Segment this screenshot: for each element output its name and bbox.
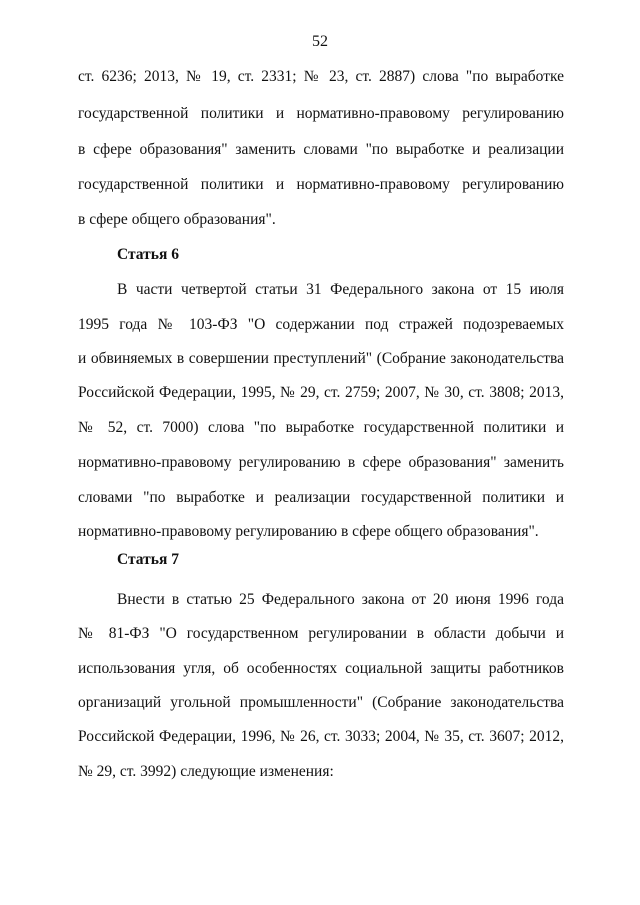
text-line: № 29, ст. 3992) следующие изменения: xyxy=(78,763,334,780)
text-line: № 81-ФЗ "О государственном регулировании в области добычи и xyxy=(78,625,564,642)
text-line: организаций угольной промышленности" (Собрание законодательства xyxy=(78,694,564,711)
text-line: Внести в статью 25 Федерального закона от 20 июня 1996 года xyxy=(117,591,564,608)
text-line: словами "по выработке и реализации государственной политики и xyxy=(78,489,564,506)
text-line: в сфере общего образования". xyxy=(78,211,276,228)
text-line: в сфере образования" заменить словами "по выработке и реализации xyxy=(78,141,564,158)
text-line: Российской Федерации, 1995, № 29, ст. 2759; 2007, № 30, ст. 3808; 2013, xyxy=(78,384,564,401)
text-line: ст. 6236; 2013, № 19, ст. 2331; № 23, ст. 2887) слова "по выработке xyxy=(78,68,564,85)
text-line: государственной политики и нормативно-правовому регулированию xyxy=(78,176,564,193)
text-line: нормативно-правовому регулированию в сфере образования" заменить xyxy=(78,454,564,471)
page-number: 52 xyxy=(312,33,328,50)
text-line: В части четвертой статьи 31 Федерального закона от 15 июля xyxy=(117,281,564,298)
article-6-heading: Статья 6 xyxy=(117,246,179,263)
text-line: государственной политики и нормативно-правовому регулированию xyxy=(78,105,564,122)
text-line: Российской Федерации, 1996, № 26, ст. 3033; 2004, № 35, ст. 3607; 2012, xyxy=(78,728,564,745)
article-7-heading: Статья 7 xyxy=(117,551,179,568)
text-line: № 52, ст. 7000) слова "по выработке государственной политики и xyxy=(78,419,564,436)
text-line: и обвиняемых в совершении преступлений" (Собрание законодательства xyxy=(78,350,564,367)
text-line: 1995 года № 103-ФЗ "О содержании под стражей подозреваемых xyxy=(78,316,564,333)
text-line: нормативно-правовому регулированию в сфере общего образования". xyxy=(78,523,539,540)
text-line: использования угля, об особенностях социальной защиты работников xyxy=(78,660,564,677)
